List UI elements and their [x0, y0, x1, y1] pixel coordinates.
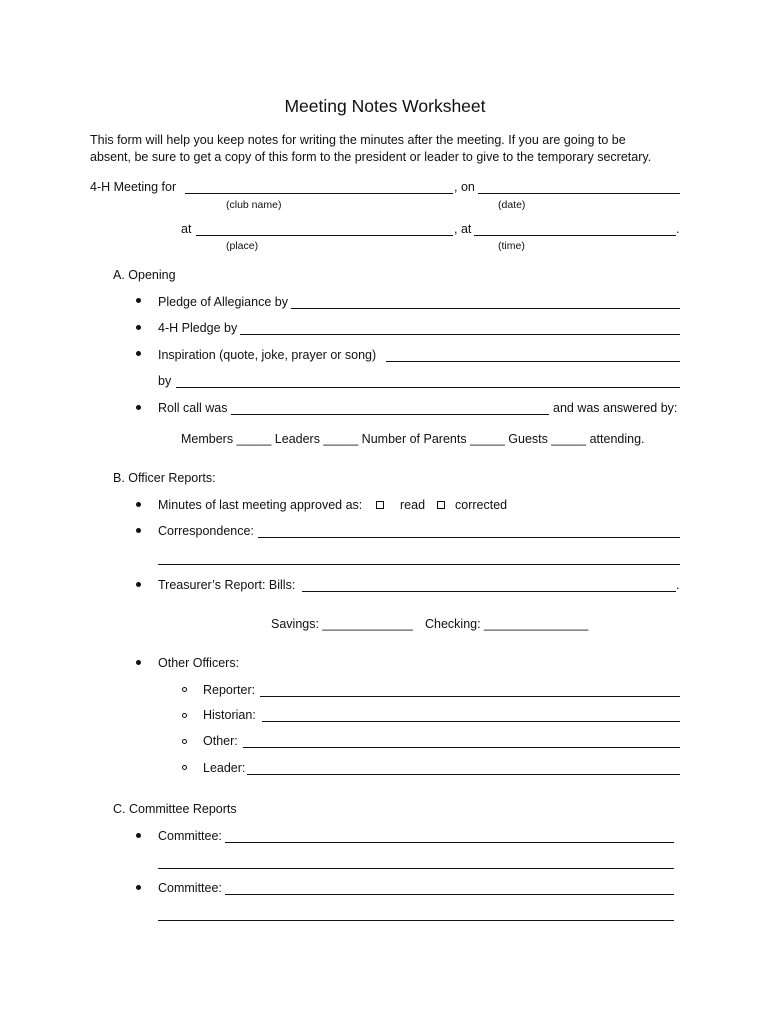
- date-field[interactable]: [478, 193, 680, 194]
- sub-bullet: [182, 687, 187, 692]
- club-name-field[interactable]: [185, 193, 453, 194]
- bullet: [136, 833, 141, 838]
- treasurer-end: .: [676, 578, 680, 592]
- treasurer-bills-field[interactable]: [302, 591, 676, 592]
- inspiration-by-label: by: [158, 374, 172, 388]
- other-officers-label: Other Officers:: [158, 656, 240, 670]
- read-checkbox[interactable]: [376, 501, 384, 509]
- other-label: Other:: [203, 734, 238, 748]
- page-title: Meeting Notes Worksheet: [284, 96, 486, 116]
- committee-2-field[interactable]: [225, 894, 674, 895]
- bullet: [136, 582, 141, 587]
- other-field[interactable]: [243, 747, 680, 748]
- roll-call-label: Roll call was: [158, 401, 228, 415]
- roll-call-field[interactable]: [231, 414, 549, 415]
- bullet: [136, 405, 141, 410]
- bullet: [136, 660, 141, 665]
- correspondence-field-2[interactable]: [158, 564, 680, 565]
- historian-label: Historian:: [203, 708, 256, 722]
- inspiration-by-field[interactable]: [176, 387, 680, 388]
- time-caption: (time): [498, 240, 525, 252]
- treasurer-label: Treasurer’s Report: Bills:: [158, 578, 296, 592]
- section-a-heading: A. Opening: [113, 268, 176, 282]
- committee-1-label: Committee:: [158, 829, 222, 843]
- savings-field[interactable]: Savings: _____________: [271, 617, 413, 631]
- pledge-allegiance-label: Pledge of Allegiance by: [158, 295, 288, 309]
- leader-label: Leader:: [203, 761, 246, 775]
- place-field[interactable]: [196, 235, 453, 236]
- intro-line-2: absent, be sure to get a copy of this form to the president or leader to give to the temporary secretary.: [90, 150, 652, 164]
- on-label: , on: [454, 180, 475, 194]
- place-caption: (place): [226, 240, 259, 252]
- at-label: at: [181, 222, 192, 236]
- intro-line-1: This form will help you keep notes for writing the minutes after the meeting. If you are going to be: [90, 133, 626, 147]
- answered-by-label: and was answered by:: [553, 401, 678, 415]
- inspiration-field[interactable]: [386, 361, 680, 362]
- historian-field[interactable]: [262, 721, 680, 722]
- sub-bullet: [182, 739, 187, 744]
- pledge-allegiance-field[interactable]: [291, 308, 680, 309]
- reporter-field[interactable]: [260, 696, 680, 697]
- correspondence-field[interactable]: [258, 537, 680, 538]
- committee-1-field[interactable]: [225, 842, 674, 843]
- bullet: [136, 325, 141, 330]
- bullet: [136, 502, 141, 507]
- read-label: read: [400, 498, 426, 512]
- bullet: [136, 298, 141, 303]
- committee-2-field-2[interactable]: [158, 920, 674, 921]
- period: .: [676, 222, 680, 236]
- sub-bullet: [182, 765, 187, 770]
- meeting-for-label: 4-H Meeting for: [90, 180, 177, 194]
- section-b-heading: B. Officer Reports:: [113, 471, 216, 485]
- corrected-label: corrected: [455, 498, 508, 512]
- sub-bullet: [182, 713, 187, 718]
- leader-field[interactable]: [247, 774, 680, 775]
- section-c-heading: C. Committee Reports: [113, 802, 237, 816]
- committee-1-field-2[interactable]: [158, 868, 674, 869]
- committee-2-label: Committee:: [158, 881, 222, 895]
- date-caption: (date): [498, 199, 526, 211]
- club-name-caption: (club name): [226, 199, 282, 211]
- minutes-label: Minutes of last meeting approved as:: [158, 498, 363, 512]
- inspiration-label: Inspiration (quote, joke, prayer or song): [158, 348, 377, 362]
- at-time-label: , at: [454, 222, 472, 236]
- pledge-4h-field[interactable]: [240, 334, 680, 335]
- attendance-line: Members _____ Leaders _____ Number of Parents _____ Guests _____ attending.: [181, 432, 645, 446]
- bullet: [136, 528, 141, 533]
- pledge-4h-label: 4-H Pledge by: [158, 321, 238, 335]
- corrected-checkbox[interactable]: [437, 501, 445, 509]
- time-field[interactable]: [474, 235, 676, 236]
- bullet: [136, 885, 141, 890]
- reporter-label: Reporter:: [203, 683, 256, 697]
- bullet: [136, 351, 141, 356]
- correspondence-label: Correspondence:: [158, 524, 254, 538]
- checking-field[interactable]: Checking: _______________: [425, 617, 589, 631]
